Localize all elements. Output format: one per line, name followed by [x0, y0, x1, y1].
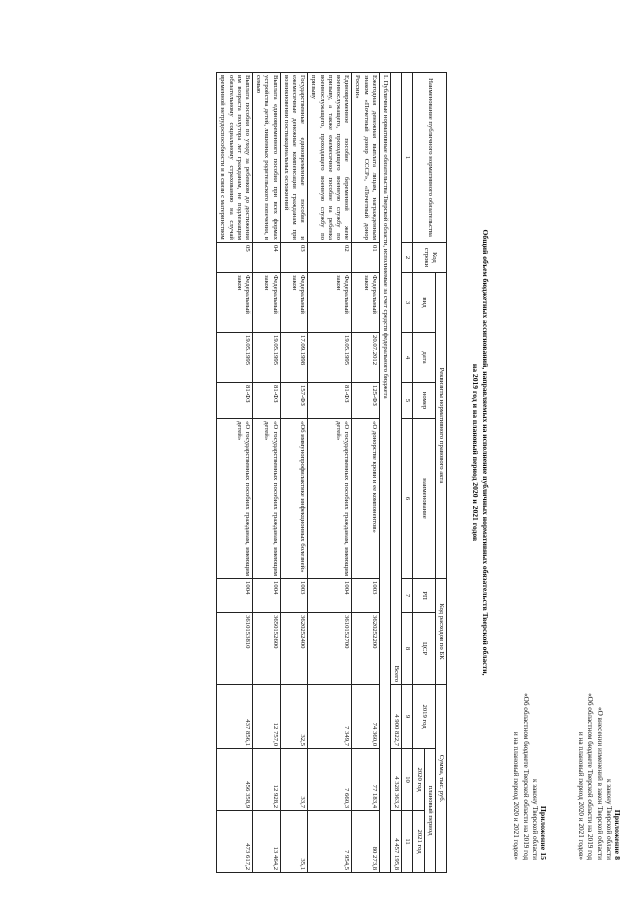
csr-code: 3650152600 [252, 613, 280, 685]
col-number: 8 [402, 613, 413, 685]
act-kind: Федеральный закон [308, 273, 352, 333]
act-kind: Федеральный закон [280, 273, 308, 333]
rp-code: 1004 [252, 579, 280, 613]
document-title [470, 0, 490, 905]
appendix-current-line: «Об областном бюджете Тверской области на 2019 год [586, 693, 595, 860]
col-number: 9 [402, 685, 413, 749]
sum-2020: 456 358,9 [217, 749, 253, 811]
header-2021: 2021 год [413, 811, 424, 873]
sum-2020: 7 660,3 [308, 749, 352, 811]
csr-code: 3620252200 [352, 613, 380, 685]
col-number: 5 [402, 383, 413, 419]
header-2020: 2020 год [413, 749, 424, 811]
sum-2019: 7 349,7 [308, 685, 352, 749]
total-row [390, 73, 401, 873]
total-label: Всего [390, 73, 401, 685]
act-name: «О донорстве крови и ее компонентов» [352, 419, 380, 579]
row-code: 05 [217, 243, 253, 273]
act-date: 20.07.2012 [352, 333, 380, 383]
sum-2021: 13 464,2 [252, 811, 280, 873]
header-csr: ЦСР [413, 613, 435, 685]
table-row [217, 73, 253, 873]
sum-2021: 80 273,8 [352, 811, 380, 873]
sum-2019: 74 360,0 [352, 685, 380, 749]
section-row [379, 73, 390, 873]
obligation-name: Выплата единовременного пособия при всех формах устройства детей, лишенных родительского попечения, в семью [252, 73, 280, 243]
sum-2021: 7 954,5 [308, 811, 352, 873]
appendix-original-line: к закону Тверской области [530, 778, 539, 860]
act-kind: Федеральный закон [217, 273, 253, 333]
csr-code: 3610152700 [308, 613, 352, 685]
act-number: 81-ФЗ [252, 383, 280, 419]
sum-2020: 33,7 [280, 749, 308, 811]
header-sum: Сумма, тыс. руб. [435, 685, 446, 873]
sum-2019: 32,5 [280, 685, 308, 749]
sum-2020: 12 928,2 [252, 749, 280, 811]
section-title: I. Публичные нормативные обязательства Тверской области, исполняемые за счет средств федерального бюджета [379, 73, 390, 873]
appendix-current-line: «О внесении изменений в закон Тверской области [595, 706, 604, 860]
header-2019: 2019 год [413, 685, 435, 749]
act-date: 17.09.1998 [280, 333, 308, 383]
header-bk-code: Код расходов по БК [435, 579, 446, 685]
rp-code: 1004 [217, 579, 253, 613]
rp-code: 1004 [308, 579, 352, 613]
col-number: 1 [402, 73, 413, 243]
col-number: 7 [402, 579, 413, 613]
csr-code: 3610153810 [217, 613, 253, 685]
rp-code: 1003 [352, 579, 380, 613]
act-name: «О государственных пособиях гражданам, имеющим детей» [252, 419, 280, 579]
col-number: 6 [402, 419, 413, 579]
act-number: 125-ФЗ [352, 383, 380, 419]
header-rp: РП [413, 579, 435, 613]
header-code: Код строки [413, 243, 447, 273]
header-planned: плановый период [424, 749, 435, 873]
appendix-original-title: Приложение 15 [539, 805, 548, 860]
col-number: 2 [402, 243, 413, 273]
act-kind: Федеральный закон [352, 273, 380, 333]
act-name: «Об иммунопрофилактике инфекционных болезней» [280, 419, 308, 579]
sum-2019: 437 856,1 [217, 685, 253, 749]
row-code: 02 [308, 243, 352, 273]
appendix-current-line: и на плановый период 2020 и 2021 годов» [577, 731, 586, 860]
act-number: 81-ФЗ [217, 383, 253, 419]
act-number: 157-ФЗ [280, 383, 308, 419]
total-2020: 4 328 363,2 [390, 749, 401, 811]
act-name: «О государственных пособиях гражданам, имеющим детей» [308, 419, 352, 579]
col-number: 3 [402, 273, 413, 333]
obligation-name: Ежегодная денежная выплата лицам, награжденным знаком «Почетный донор СССР», «Почетный донор России» [352, 73, 380, 243]
sum-2021: 35,1 [280, 811, 308, 873]
obligation-name: Выплата пособия по уходу за ребенком до достижения им возраста полутора лет гражданам, не подлежащим обязательному социальному страхованию на случай временной нетрудоспособности и в связи с материнством [217, 73, 253, 243]
document-title-line2: на 2019 год и на плановый период 2020 и 2021 годов [471, 363, 480, 542]
header-date: дата [413, 333, 435, 383]
appendix-original-line: и на плановый период 2020 и 2021 годов» [512, 731, 521, 860]
total-2019: 4 900 822,7 [390, 685, 401, 749]
document-title-line1: Общий объем бюджетных ассигнований, направляемых на исполнение публичных нормативных обязательств Тверской области, [481, 229, 490, 676]
total-2021: 4 457 195,8 [390, 811, 401, 873]
appendix-original [511, 560, 548, 860]
sum-2019: 12 757,0 [252, 685, 280, 749]
appendix-current-line: к закону Тверской области [604, 778, 613, 860]
act-date: 19.05.1995 [217, 333, 253, 383]
col-number: 4 [402, 333, 413, 383]
act-number: 81-ФЗ [308, 383, 352, 419]
table-row [352, 73, 380, 873]
row-code: 04 [252, 243, 280, 273]
table-row [308, 73, 352, 873]
appendix-current [576, 560, 622, 860]
sum-2021: 473 617,2 [217, 811, 253, 873]
rp-code: 1003 [280, 579, 308, 613]
act-date: 19.05.1995 [252, 333, 280, 383]
act-kind: Федеральный закон [252, 273, 280, 333]
obligation-name: Единовременное пособие беременной жене военнослужащего, проходящего военную службу по призыву, а также ежемесячное пособие на ребенка военнослужащего, проходящего военную службу по призыву [308, 73, 352, 243]
table-row [280, 73, 308, 873]
header-kind: вид [413, 273, 435, 333]
row-code: 03 [280, 243, 308, 273]
act-name: «О государственных пособиях гражданам, имеющим детей» [217, 419, 253, 579]
header-name: Наименование публичного нормативного обязательства [413, 73, 447, 243]
col-number: 11 [402, 811, 413, 873]
appendix-current-title: Приложение 8 [613, 809, 622, 860]
csr-code: 3620252400 [280, 613, 308, 685]
header-number: номер [413, 383, 435, 419]
header-act-name: наименование [413, 419, 435, 579]
obligations-table [216, 72, 447, 873]
column-numbers-row [402, 73, 413, 873]
appendix-original-line: «Об областном бюджете Тверской области на 2019 год [521, 693, 530, 860]
obligation-name: Государственные единовременные пособия и ежемесячные денежные компенсации гражданам при возникновении поствакцинальных осложнений [280, 73, 308, 243]
row-code: 01 [352, 243, 380, 273]
sum-2020: 77 183,4 [352, 749, 380, 811]
table-row [252, 73, 280, 873]
act-date: 19.05.1995 [308, 333, 352, 383]
header-requisites: Реквизиты нормативного правового акта [435, 273, 446, 579]
col-number: 10 [402, 749, 413, 811]
